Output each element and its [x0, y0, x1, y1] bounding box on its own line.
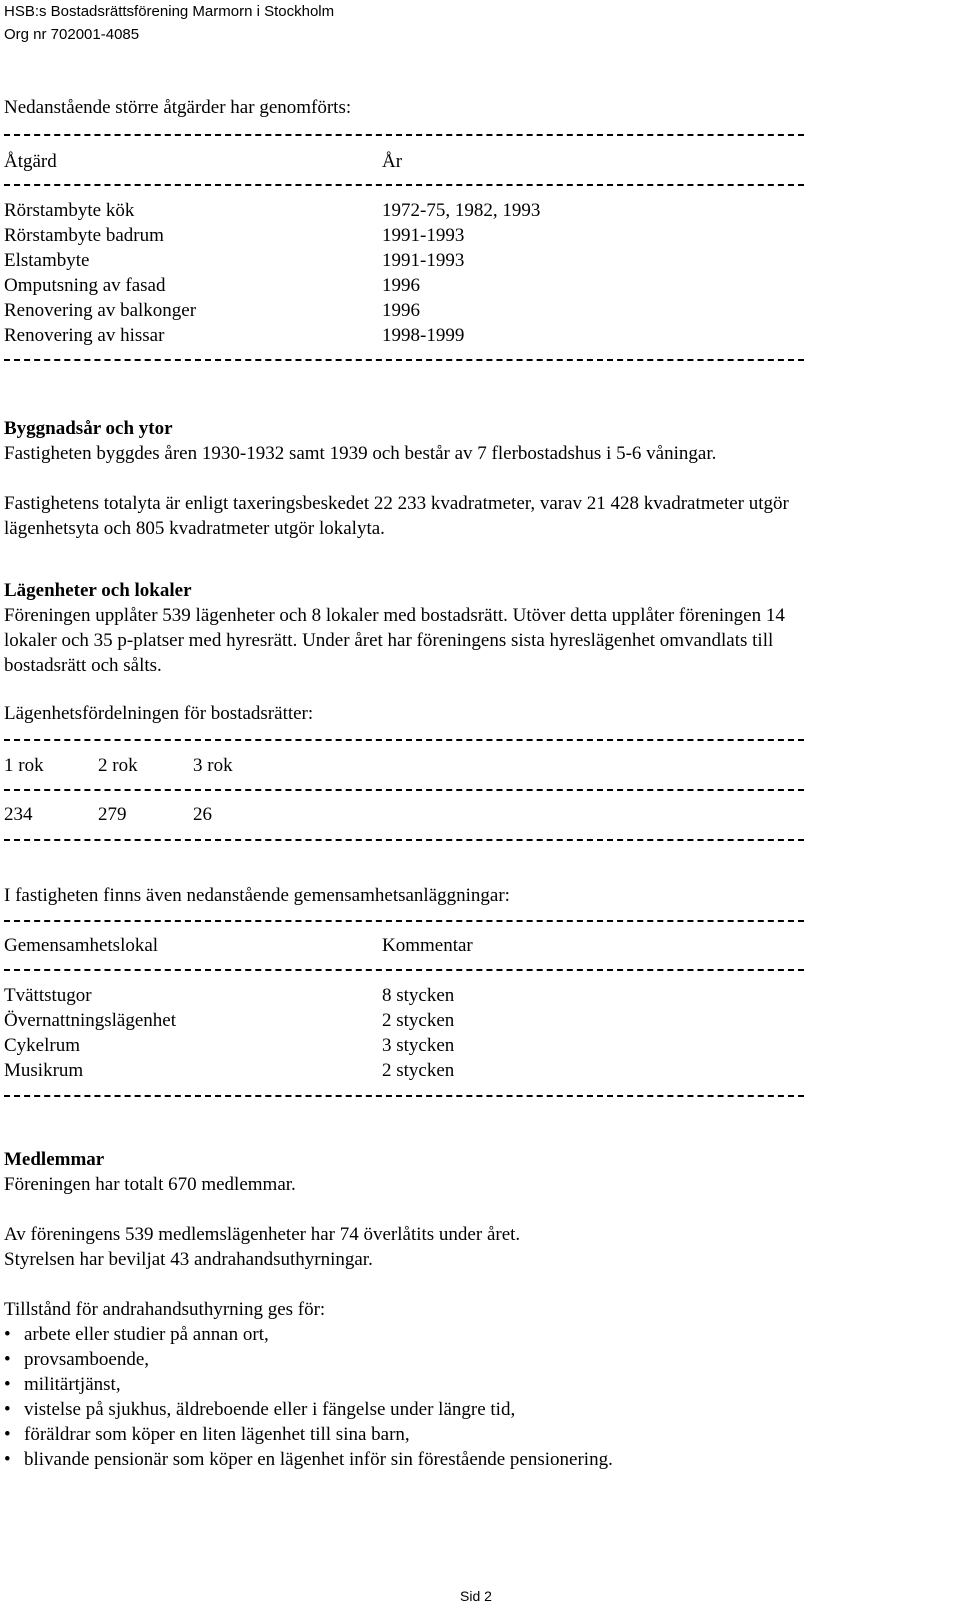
facility-name: Musikrum	[4, 1060, 84, 1081]
divider	[4, 839, 804, 841]
building-text: Fastigheten byggdes åren 1930-1932 samt 1939 och består av 7 flerbostadshus i 5-6 våningar.	[4, 443, 717, 464]
permit-item: provsamboende,	[24, 1349, 150, 1370]
measure-year: 1996	[382, 275, 420, 296]
apartments-line2: lokaler och 35 p-platser med hyresrätt. Under året har föreningens sista hyreslägenhet omvandlats till	[4, 630, 774, 651]
measure-year: 1972-75, 1982, 1993	[382, 200, 541, 221]
divider	[4, 134, 804, 136]
permit-item: militärtjänst,	[24, 1374, 121, 1395]
bullet-icon: •	[4, 1324, 11, 1345]
measures-col-year: År	[382, 151, 403, 172]
measure-year: 1991-1993	[382, 225, 465, 246]
facilities-col-comment: Kommentar	[382, 935, 473, 956]
members-transfers: Av föreningens 539 medlemslägenheter har 74 överlåtits under året.	[4, 1224, 521, 1245]
facility-comment: 2 stycken	[382, 1010, 455, 1031]
building-area-line1: Fastighetens totalyta är enligt taxeringsbeskedet 22 233 kvadratmeter, varav 21 428 kvadratmeter utgör	[4, 493, 789, 514]
facility-comment: 8 stycken	[382, 985, 455, 1006]
measure-action: Omputsning av fasad	[4, 275, 166, 296]
permit-intro: Tillstånd för andrahandsuthyrning ges för:	[4, 1299, 326, 1320]
permit-item: vistelse på sjukhus, äldreboende eller i fängelse under längre tid,	[24, 1399, 516, 1420]
divider	[4, 359, 804, 361]
distribution-value: 279	[98, 804, 127, 825]
members-total: Föreningen har totalt 670 medlemmar.	[4, 1174, 296, 1195]
permit-item: föräldrar som köper en liten lägenhet till sina barn,	[24, 1424, 410, 1445]
facility-comment: 3 stycken	[382, 1035, 455, 1056]
facility-name: Övernattningslägenhet	[4, 1010, 177, 1031]
distribution-value: 26	[193, 804, 212, 825]
apartments-line3: bostadsrätt och sålts.	[4, 655, 162, 676]
measure-action: Rörstambyte badrum	[4, 225, 164, 246]
facilities-intro: I fastigheten finns även nedanstående gemensamhetsanläggningar:	[4, 885, 510, 906]
facility-comment: 2 stycken	[382, 1060, 455, 1081]
facility-name: Tvättstugor	[4, 985, 92, 1006]
measure-action: Renovering av balkonger	[4, 300, 197, 321]
apartments-line1: Föreningen upplåter 539 lägenheter och 8 lokaler med bostadsrätt. Utöver detta upplåter föreningen 14	[4, 605, 785, 626]
org-name: HSB:s Bostadsrättsförening Marmorn i Stockholm	[4, 3, 335, 20]
divider	[4, 789, 804, 791]
bullet-icon: •	[4, 1349, 11, 1370]
distribution-value: 234	[4, 804, 33, 825]
measure-action: Renovering av hissar	[4, 325, 165, 346]
divider	[4, 739, 804, 741]
permit-item: arbete eller studier på annan ort,	[24, 1324, 269, 1345]
measure-year: 1996	[382, 300, 420, 321]
permit-item: blivande pensionär som köper en lägenhet inför sin förestående pensionering.	[24, 1449, 613, 1470]
members-sublets: Styrelsen har beviljat 43 andrahandsuthyrningar.	[4, 1249, 373, 1270]
bullet-icon: •	[4, 1424, 11, 1445]
measure-year: 1991-1993	[382, 250, 465, 271]
distribution-header: 1 rok	[4, 755, 44, 776]
divider	[4, 184, 804, 186]
measure-action: Elstambyte	[4, 250, 90, 271]
building-heading: Byggnadsår och ytor	[4, 418, 173, 439]
bullet-icon: •	[4, 1374, 11, 1395]
divider	[4, 920, 804, 922]
page-number: Sid 2	[460, 1588, 492, 1604]
org-number: Org nr 702001-4085	[4, 26, 140, 43]
measure-action: Rörstambyte kök	[4, 200, 135, 221]
apartments-heading: Lägenheter och lokaler	[4, 580, 192, 601]
divider	[4, 969, 804, 971]
distribution-header: 3 rok	[193, 755, 233, 776]
distribution-intro: Lägenhetsfördelningen för bostadsrätter:	[4, 703, 314, 724]
facility-name: Cykelrum	[4, 1035, 80, 1056]
measures-intro: Nedanstående större åtgärder har genomförts:	[4, 97, 352, 118]
bullet-icon: •	[4, 1399, 11, 1420]
building-area-line2: lägenhetsyta och 805 kvadratmeter utgör lokalyta.	[4, 518, 385, 539]
facilities-col-name: Gemensamhetslokal	[4, 935, 159, 956]
distribution-header: 2 rok	[98, 755, 138, 776]
bullet-icon: •	[4, 1449, 11, 1470]
divider	[4, 1095, 804, 1097]
measures-col-action: Åtgärd	[4, 151, 57, 172]
members-heading: Medlemmar	[4, 1149, 105, 1170]
measure-year: 1998-1999	[382, 325, 465, 346]
